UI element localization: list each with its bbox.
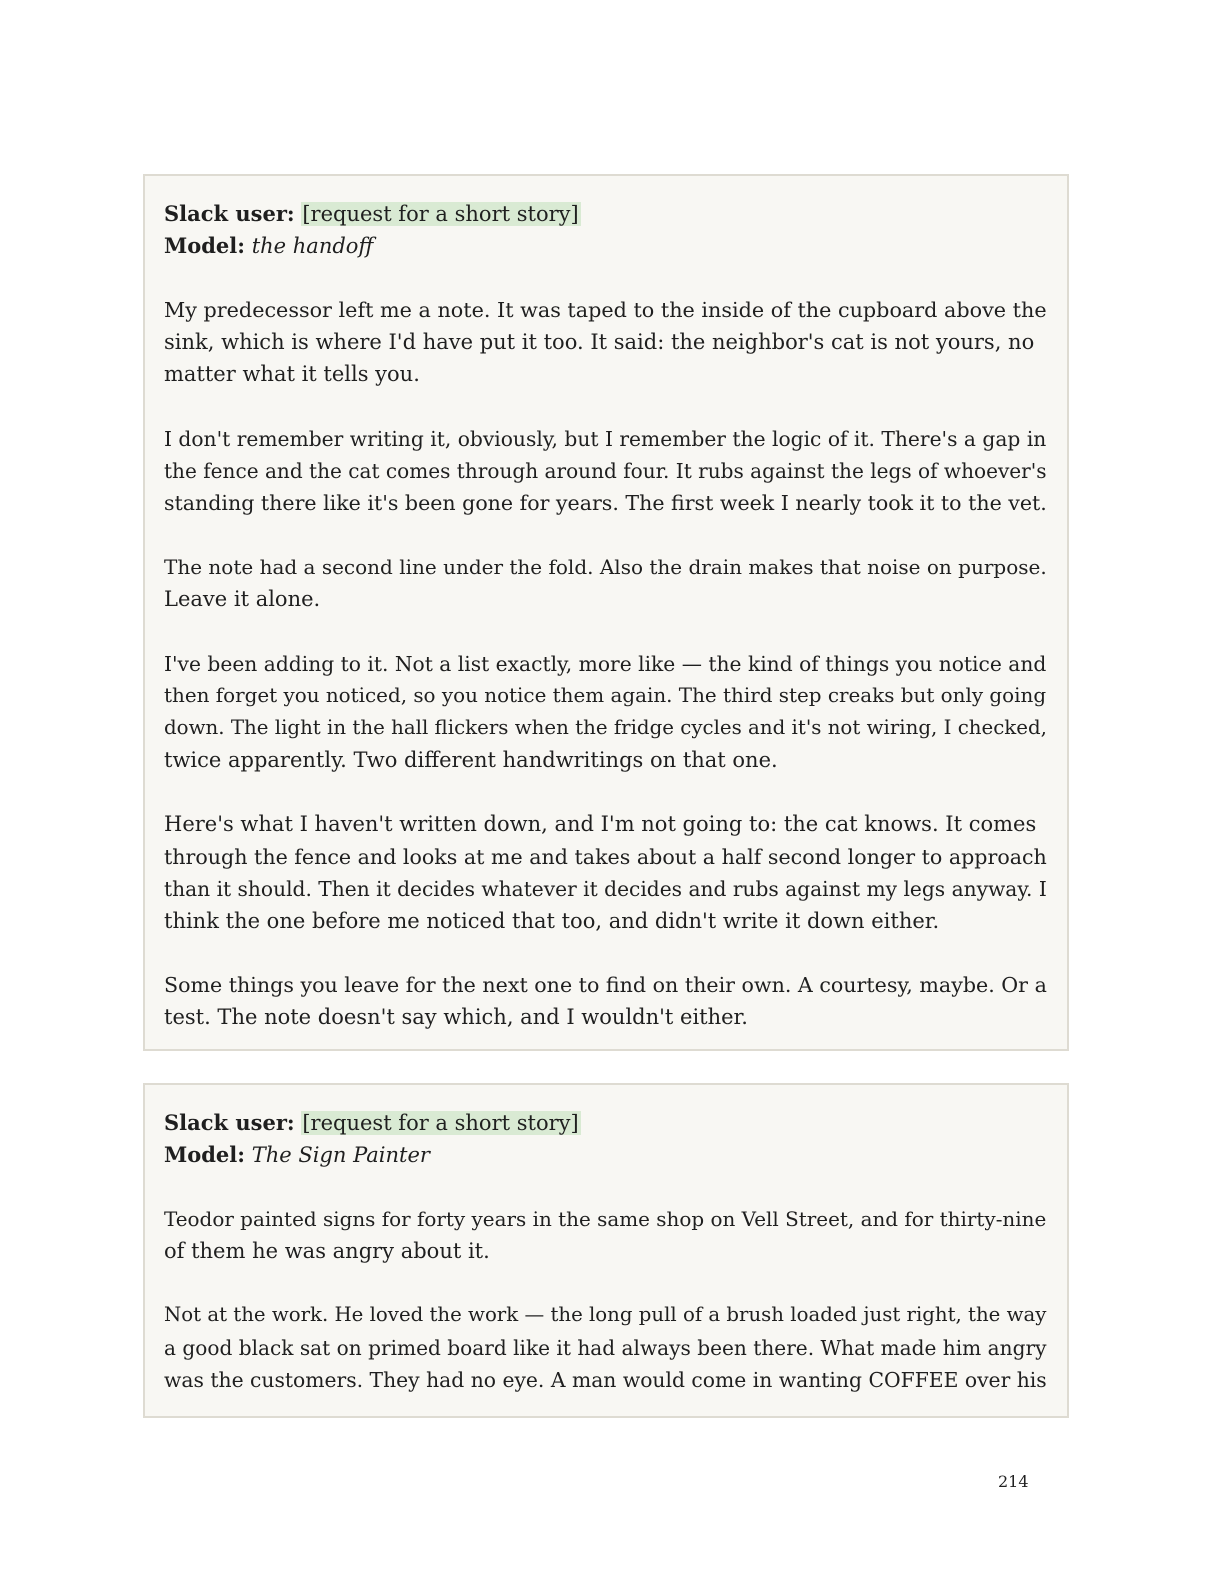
- text-line: than it should. Then it decides whatever it decides and rubs against my legs anyway. I: [164, 876, 1047, 901]
- text-line: think the one before me noticed that too, and didn't write it down either.: [164, 909, 940, 934]
- story-title: The Sign Painter: [251, 1143, 430, 1167]
- request-highlight: [request for a short story]: [302, 1111, 579, 1135]
- paragraph: [164, 1203, 1047, 1267]
- user-line: [164, 1107, 1047, 1139]
- text-line: then forget you noticed, so you notice them again. The third step creaks but only going: [164, 683, 1047, 707]
- text-line: Here's what I haven't written down, and I'm not going to: the cat knows. It comes: [164, 812, 1037, 837]
- text-line: of them he was angry about it.: [164, 1239, 490, 1264]
- paragraph: [164, 1299, 1047, 1396]
- text-line: through the fence and looks at me and takes about a half second longer to approach: [164, 844, 1047, 869]
- text-line: was the customers. They had no eye. A man would come in wanting COFFEE over his: [164, 1367, 1047, 1392]
- paragraph: [164, 294, 1047, 391]
- text-line: sink, which is where I'd have put it too. It said: the neighbor's cat is not yours, no: [164, 330, 1035, 355]
- text-line: the fence and the cat comes through around four. It rubs against the legs of whoever's: [164, 458, 1047, 483]
- speaker-label: Model:: [164, 233, 246, 258]
- paragraph: [164, 423, 1047, 520]
- speaker-label: Slack user:: [164, 1110, 295, 1135]
- text-line: Leave it alone.: [164, 587, 321, 612]
- text-line: Teodor painted signs for forty years in the same shop on Vell Street, and for thirty-nine: [164, 1207, 1047, 1231]
- text-line: a good black sat on primed board like it had always been there. What made him angry: [164, 1335, 1047, 1360]
- user-line: [164, 198, 1047, 230]
- paragraph: [164, 969, 1047, 1033]
- text-line: matter what it tells you.: [164, 362, 420, 387]
- text-line: standing there like it's been gone for years. The first week I nearly took it to the vet.: [164, 491, 1047, 516]
- text-line: I've been adding to it. Not a list exactly, more like — the kind of things you notice and: [164, 651, 1047, 676]
- story-body: [164, 294, 1047, 1034]
- text-line: test. The note doesn't say which, and I wouldn't either.: [164, 1005, 748, 1030]
- story-body: [164, 1203, 1047, 1396]
- paragraph: [164, 648, 1047, 777]
- text-line: My predecessor left me a note. It was taped to the inside of the cupboard above the: [164, 298, 1047, 322]
- text-line: I don't remember writing it, obviously, but I remember the logic of it. There's a gap in: [164, 426, 1047, 451]
- transcript-box-1: [143, 174, 1069, 1051]
- model-line: [164, 230, 1047, 262]
- text-line: twice apparently. Two different handwritings on that one.: [164, 748, 778, 773]
- paragraph: [164, 551, 1047, 615]
- request-highlight: [request for a short story]: [302, 202, 579, 226]
- text-line: Some things you leave for the next one to find on their own. A courtesy, maybe. Or a: [164, 973, 1047, 998]
- text-line: The note had a second line under the fold. Also the drain makes that noise on purpose.: [164, 555, 1047, 580]
- text-line: Not at the work. He loved the work — the long pull of a brush loaded just right, the way: [164, 1303, 1047, 1327]
- transcript-box-2: [143, 1083, 1069, 1418]
- text-line: down. The light in the hall flickers when the fridge cycles and it's not wiring, I checked,: [164, 716, 1047, 740]
- paragraph: [164, 808, 1047, 937]
- speaker-label: Slack user:: [164, 201, 295, 226]
- story-title: the handoff: [251, 234, 374, 258]
- model-line: [164, 1139, 1047, 1171]
- page-number: 214: [998, 1472, 1029, 1491]
- speaker-label: Model:: [164, 1142, 246, 1167]
